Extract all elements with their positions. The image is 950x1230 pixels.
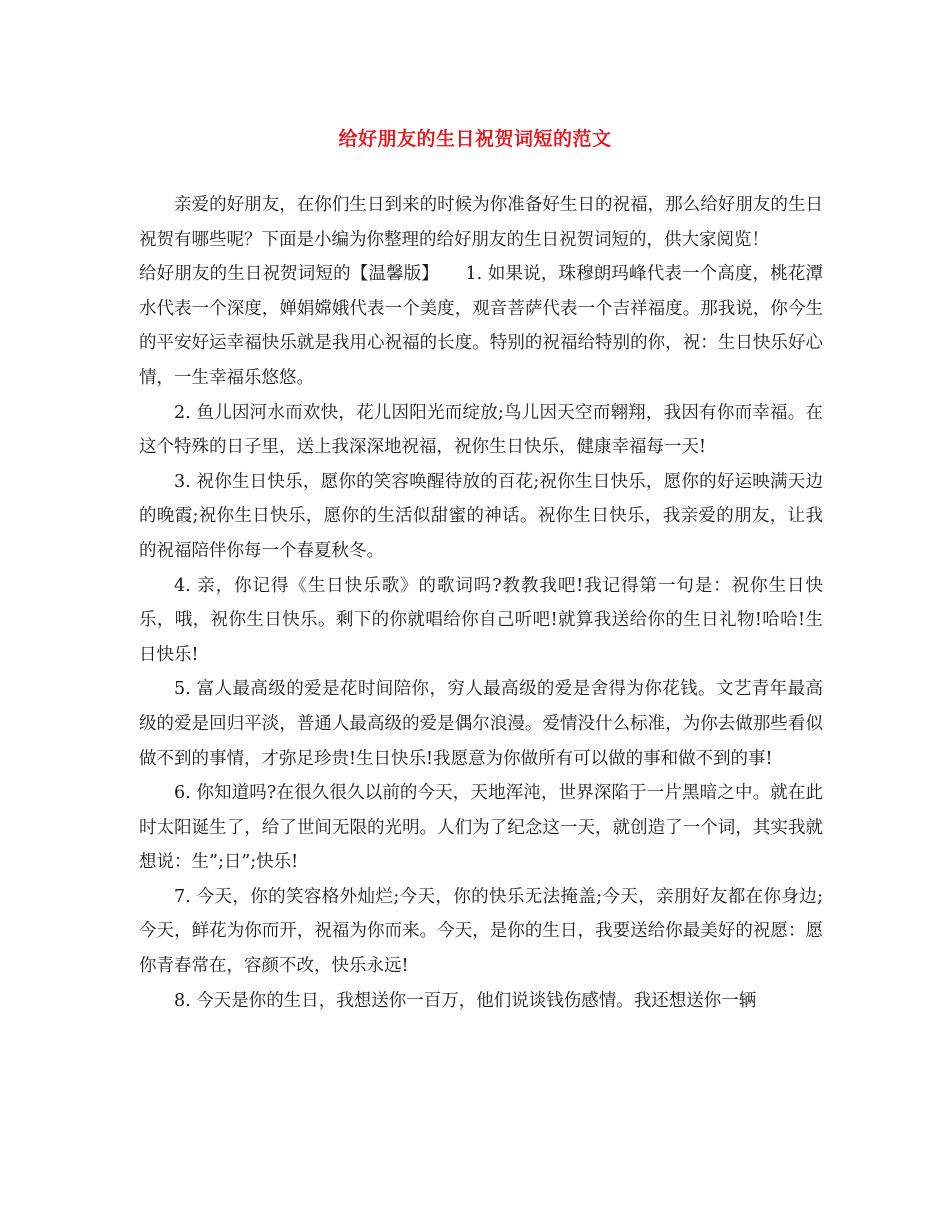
wish-paragraph-7: 7. 今天，你的笑容格外灿烂;今天，你的快乐无法掩盖;今天，亲朋好友都在你身边;今天，鲜花为你而开，祝福为你而来。今天，是你的生日，我要送给你最美好的祝愿：愿你青春常在，容颜不改，快乐永远!: [139, 886, 823, 977]
section-heading-paragraph: 给好朋友的生日祝贺词短的【温馨版】 1. 如果说，珠穆朗玛峰代表一个高度，桃花潭水代表一个深度，婵娟嫦娥代表一个美度，观音菩萨代表一个吉祥福度。那我说，你今生的平安好运幸福快乐就是我用心祝福的长度。特别的祝福给特别的你，祝：生日快乐好心情，一生幸福乐悠悠。: [139, 264, 823, 388]
wish-paragraph-6: 6. 你知道吗?在很久很久以前的今天，天地浑沌，世界深陷于一片黑暗之中。就在此时太阳诞生了，给了世间无限的光明。人们为了纪念这一天，就创造了一个词，其实我就想说：生”;日”;快乐!: [139, 783, 823, 873]
document-body: [139, 188, 823, 1018]
intro-paragraph: 亲爱的好朋友，在你们生日到来的时候为你准备好生日的祝福，那么给好朋友的生日祝贺有哪些呢？下面是小编为你整理的给好朋友的生日祝贺词短的，供大家阅览！: [139, 195, 823, 250]
wish-paragraph-3: 3. 祝你生日快乐，愿你的笑容唤醒待放的百花;祝你生日快乐，愿你的好运映满天边的晚霞;祝你生日快乐，愿你的生活似甜蜜的神话。祝你生日快乐，我亲爱的朋友，让我的祝福陪伴你每一个春夏秋冬。: [139, 471, 823, 561]
document-title: 给好朋友的生日祝贺词短的范文: [338, 128, 612, 150]
wish-paragraph-2: 2. 鱼儿因河水而欢快，花儿因阳光而绽放;鸟儿因天空而翱翔，我因有你而幸福。在这个特殊的日子里，送上我深深地祝福，祝你生日快乐，健康幸福每一天!: [139, 402, 823, 458]
wish-paragraph-5: 5. 富人最高级的爱是花时间陪你，穷人最高级的爱是舍得为你花钱。文艺青年最高级的爱是回归平淡，普通人最高级的爱是偶尔浪漫。爱情没什么标准，为你去做那些看似做不到的事情，才弥足珍贵!生日快乐!我愿意为你做所有可以做的事和做不到的事!: [139, 679, 823, 769]
wish-paragraph-8: 8. 今天是你的生日，我想送你一百万，他们说谈钱伤感情。我还想送你一辆: [174, 990, 757, 1011]
wish-paragraph-4: 4. 亲，你记得《生日快乐歌》的歌词吗?教教我吧!我记得第一句是：祝你生日快乐，哦，祝你生日快乐。剩下的你就唱给你自己听吧!就算我送给你的生日礼物!哈哈!生日快乐!: [139, 575, 823, 665]
